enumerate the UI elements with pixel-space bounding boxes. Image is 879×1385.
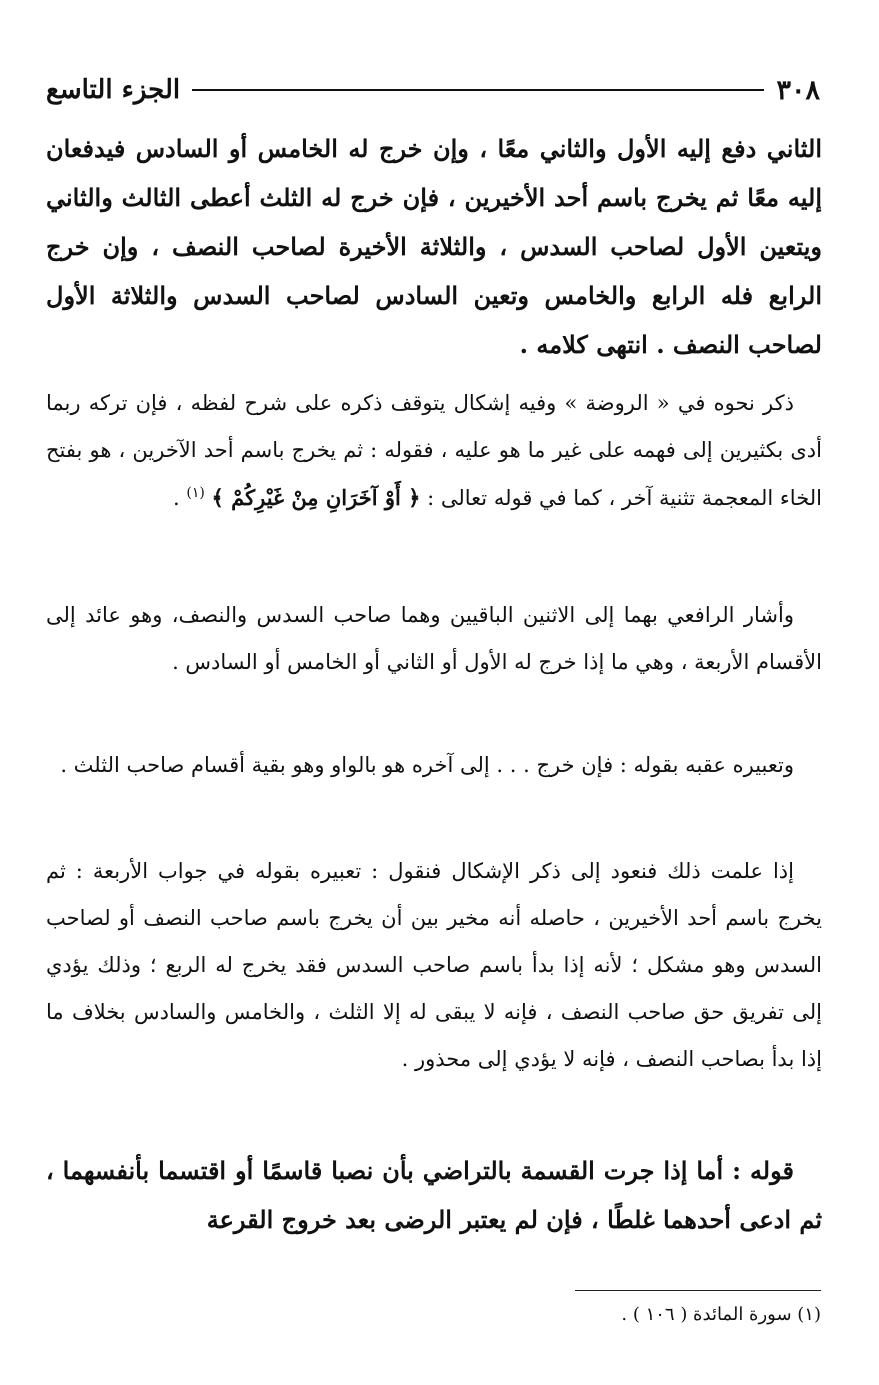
bold-paragraph-6 [46,1146,822,1244]
paragraph-4 [46,742,822,789]
paragraph-text: الثاني دفع إليه الأول والثاني معًا ، وإن خرج له الخامس أو السادس فيدفعان إليه معًا ثم يخرج باسم أحد الأخيرين ، فإن خرج له الثلث أعطى الثالث والثاني ويتعين الأول لصاحب السدس ، والثلاثة الأخيرة لصاحب النصف ، وإن خرج الرابع فله الرابع والخامس وتعين السادس لصاحب السدس والثلاثة الأول لصاحب النصف . انتهى كلامه . [46,134,822,359]
quran-verse: ﴿ أَوْ آخَرَانِ مِنْ غَيْرِكُمْ ﴾ [211,485,421,510]
footnote-rule [575,1290,821,1291]
paragraph-2-end: . [172,486,180,510]
bold-paragraph-1 [46,124,822,369]
header-rule [192,89,764,91]
page-number: ٣٠٨ [776,74,820,106]
paragraph-text: وتعبيره عقبه بقوله : فإن خرج . . . إلى آخره هو بالواو وهو بقية أقسام صاحب الثلث . [60,753,794,777]
paragraph-3 [46,592,822,686]
paragraph-2-text: ذكر نحوه في « الروضة » وفيه إشكال يتوقف ذكره على شرح لفظه ، فإن تركه ربما أدى بكثيرين إلى فهمه على غير ما هو عليه ، فقوله : ثم يخرج باسم أحد الآخرين ، هو بفتح الخاء المعجمة تثنية آخر ، كما في قوله تعالى : [46,391,822,510]
footnote-reference[interactable]: (١) [186,485,205,501]
paragraph-text: قوله : أما إذا جرت القسمة بالتراضي بأن نصبا قاسمًا أو اقتسما بأنفسهما ، ثم ادعى أحدهما غلطًا ، فإن لم يعتبر الرضى بعد خروج القرعة [46,1156,822,1234]
running-title: الجزء التاسع [46,75,181,105]
paragraph-text: وأشار الرافعي بهما إلى الاثنين الباقيين وهما صاحب السدس والنصف، وهو عائد إلى الأقسام الأربعة ، وهي ما إذا خرج له الأول أو الثاني أو الخامس أو السادس . [46,603,822,674]
footnote: (١) سورة المائدة ( ١٠٦ ) . [621,1304,821,1325]
paragraph-2 [46,380,822,522]
paragraph-5 [46,848,822,1083]
page-header [46,68,820,112]
paragraph-text: إذا علمت ذلك فنعود إلى ذكر الإشكال فنقول : تعبيره بقوله في جواب الأربعة : ثم يخرج باسم أحد الأخيرين ، حاصله أنه مخير بين أن يخرج باسم صاحب النصف أو لصاحب السدس وهو مشكل ؛ لأنه إذا بدأ باسم صاحب السدس فقد يخرج له الربع ؛ وذلك يؤدي إلى تفريق حق صاحب النصف ، فإنه لا يبقى له إلا الثلث ، والخامس والسادس بخلاف ما إذا بدأ بصاحب النصف ، فإنه لا يؤدي إلى محذور . [46,859,822,1071]
paragraph-text [46,380,822,522]
